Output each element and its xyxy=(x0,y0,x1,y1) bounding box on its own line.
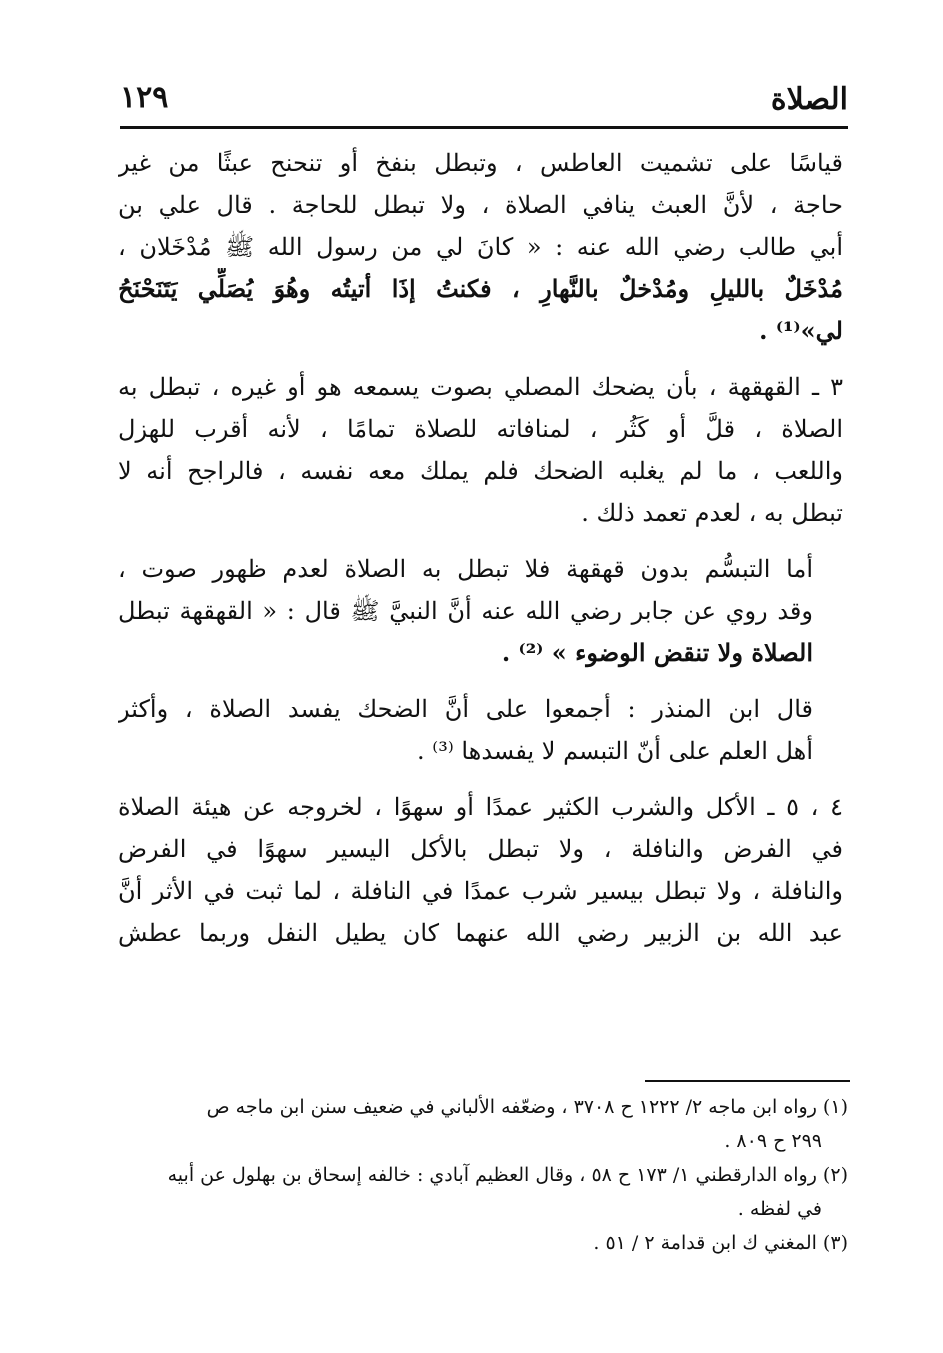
text-line: قياسًا على تشميت العاطس ، وتبطل بنفخ أو تنحنح عبثًا من غير xyxy=(118,149,843,177)
paragraph-1 xyxy=(118,142,843,352)
item-4-5-eating-drinking xyxy=(118,786,843,954)
footnote-divider xyxy=(645,1080,850,1082)
text-line: الصلاة ، قلَّ أو كَثُر ، لمنافاته للصلاة تمامًا ، لأنه أقرب للهزل xyxy=(118,415,843,443)
footnote-1-continued: ٢٩٩ ح ٨٠٩ . xyxy=(724,1130,822,1152)
text-line: تبطل به ، لعدم تعمد ذلك . xyxy=(581,499,843,527)
text-line: وقد روي عن جابر رضي الله عنه أنَّ النبيَّ ﷺ قال : « القهقهة تبطل xyxy=(118,597,813,625)
text-line: في الفرض والنافلة ، ولا تبطل بالأكل اليسير سهوًا في الفرض xyxy=(118,835,843,863)
page-header xyxy=(120,78,848,122)
text-line: قال ابن المنذر : أجمعوا على أنَّ الضحك يفسد الصلاة ، وأكثر xyxy=(118,695,813,723)
hadith-line: مُدْخَلٌ بالليلِ ومُدْخلٌ بالنَّهارِ ، فكنتُ إذَا أتيتُه وهُوَ يُصَلِّي يَتَنَحْنَحُ xyxy=(118,274,843,303)
footnote-3: (٣) المغني ك ابن قدامة ٢ / ٥١ . xyxy=(593,1232,848,1254)
text-line: أهل العلم على أنّ التبسم لا يفسدها ⁽³⁾ . xyxy=(417,737,813,765)
chapter-title: الصلاة xyxy=(770,82,848,117)
text-line: أما التبسُّم بدون قهقهة فلا تبطل به الصلاة لعدم ظهور صوت ، xyxy=(118,555,813,583)
paragraph-ibn-al-mundhir xyxy=(118,688,843,772)
text-line: واللعب ، ما لم يغلبه الضحك فلم يملك معه نفسه ، فالراجح أنه لا xyxy=(118,457,843,485)
footnote-2: (٢) رواه الدارقطني ١/ ١٧٣ ح ٥٨ ، وقال العظيم آبادي : خالفه إسحاق بن بهلول عن أبيه xyxy=(167,1164,848,1186)
text-line: حاجة ، لأنَّ العبث ينافي الصلاة ، ولا تبطل للحاجة . قال علي بن xyxy=(118,191,843,219)
paragraph-tabassum xyxy=(118,548,843,674)
page-number: ١٢٩ xyxy=(120,80,169,115)
footnote-2-continued: في لفظه . xyxy=(737,1198,822,1220)
hadith-line: الصلاة ولا تنقض الوضوء » ⁽²⁾ . xyxy=(501,638,813,667)
item-3-qahqaha xyxy=(118,366,843,534)
text-line: عبد الله بن الزبير رضي الله عنهما كان يطيل النفل وربما عطش xyxy=(118,919,843,947)
text-line: ٣ ـ القهقهة ، بأن يضحك المصلي بصوت يسمعه هو أو غيره ، تبطل به xyxy=(118,373,843,401)
text-line: أبي طالب رضي الله عنه : « كانَ لي من رسول الله ﷺ مُدْخَلان ، xyxy=(118,233,843,261)
footnote-1: (١) رواه ابن ماجه ٢/ ١٢٢٢ ح ٣٧٠٨ ، وضعّفه الألباني في ضعيف سنن ابن ماجه ص xyxy=(206,1096,848,1118)
footnotes xyxy=(118,1090,848,1260)
hadith-line: لي»⁽¹⁾ . xyxy=(759,316,843,345)
page-body xyxy=(118,142,843,954)
text-line: والنافلة ، ولا تبطل بيسير شرب عمدًا في النافلة ، لما ثبت في الأثر أنَّ xyxy=(118,877,843,905)
header-divider xyxy=(120,126,848,129)
text-line: ٤ ، ٥ ـ الأكل والشرب الكثير عمدًا أو سهوًا ، لخروجه عن هيئة الصلاة xyxy=(118,793,843,821)
